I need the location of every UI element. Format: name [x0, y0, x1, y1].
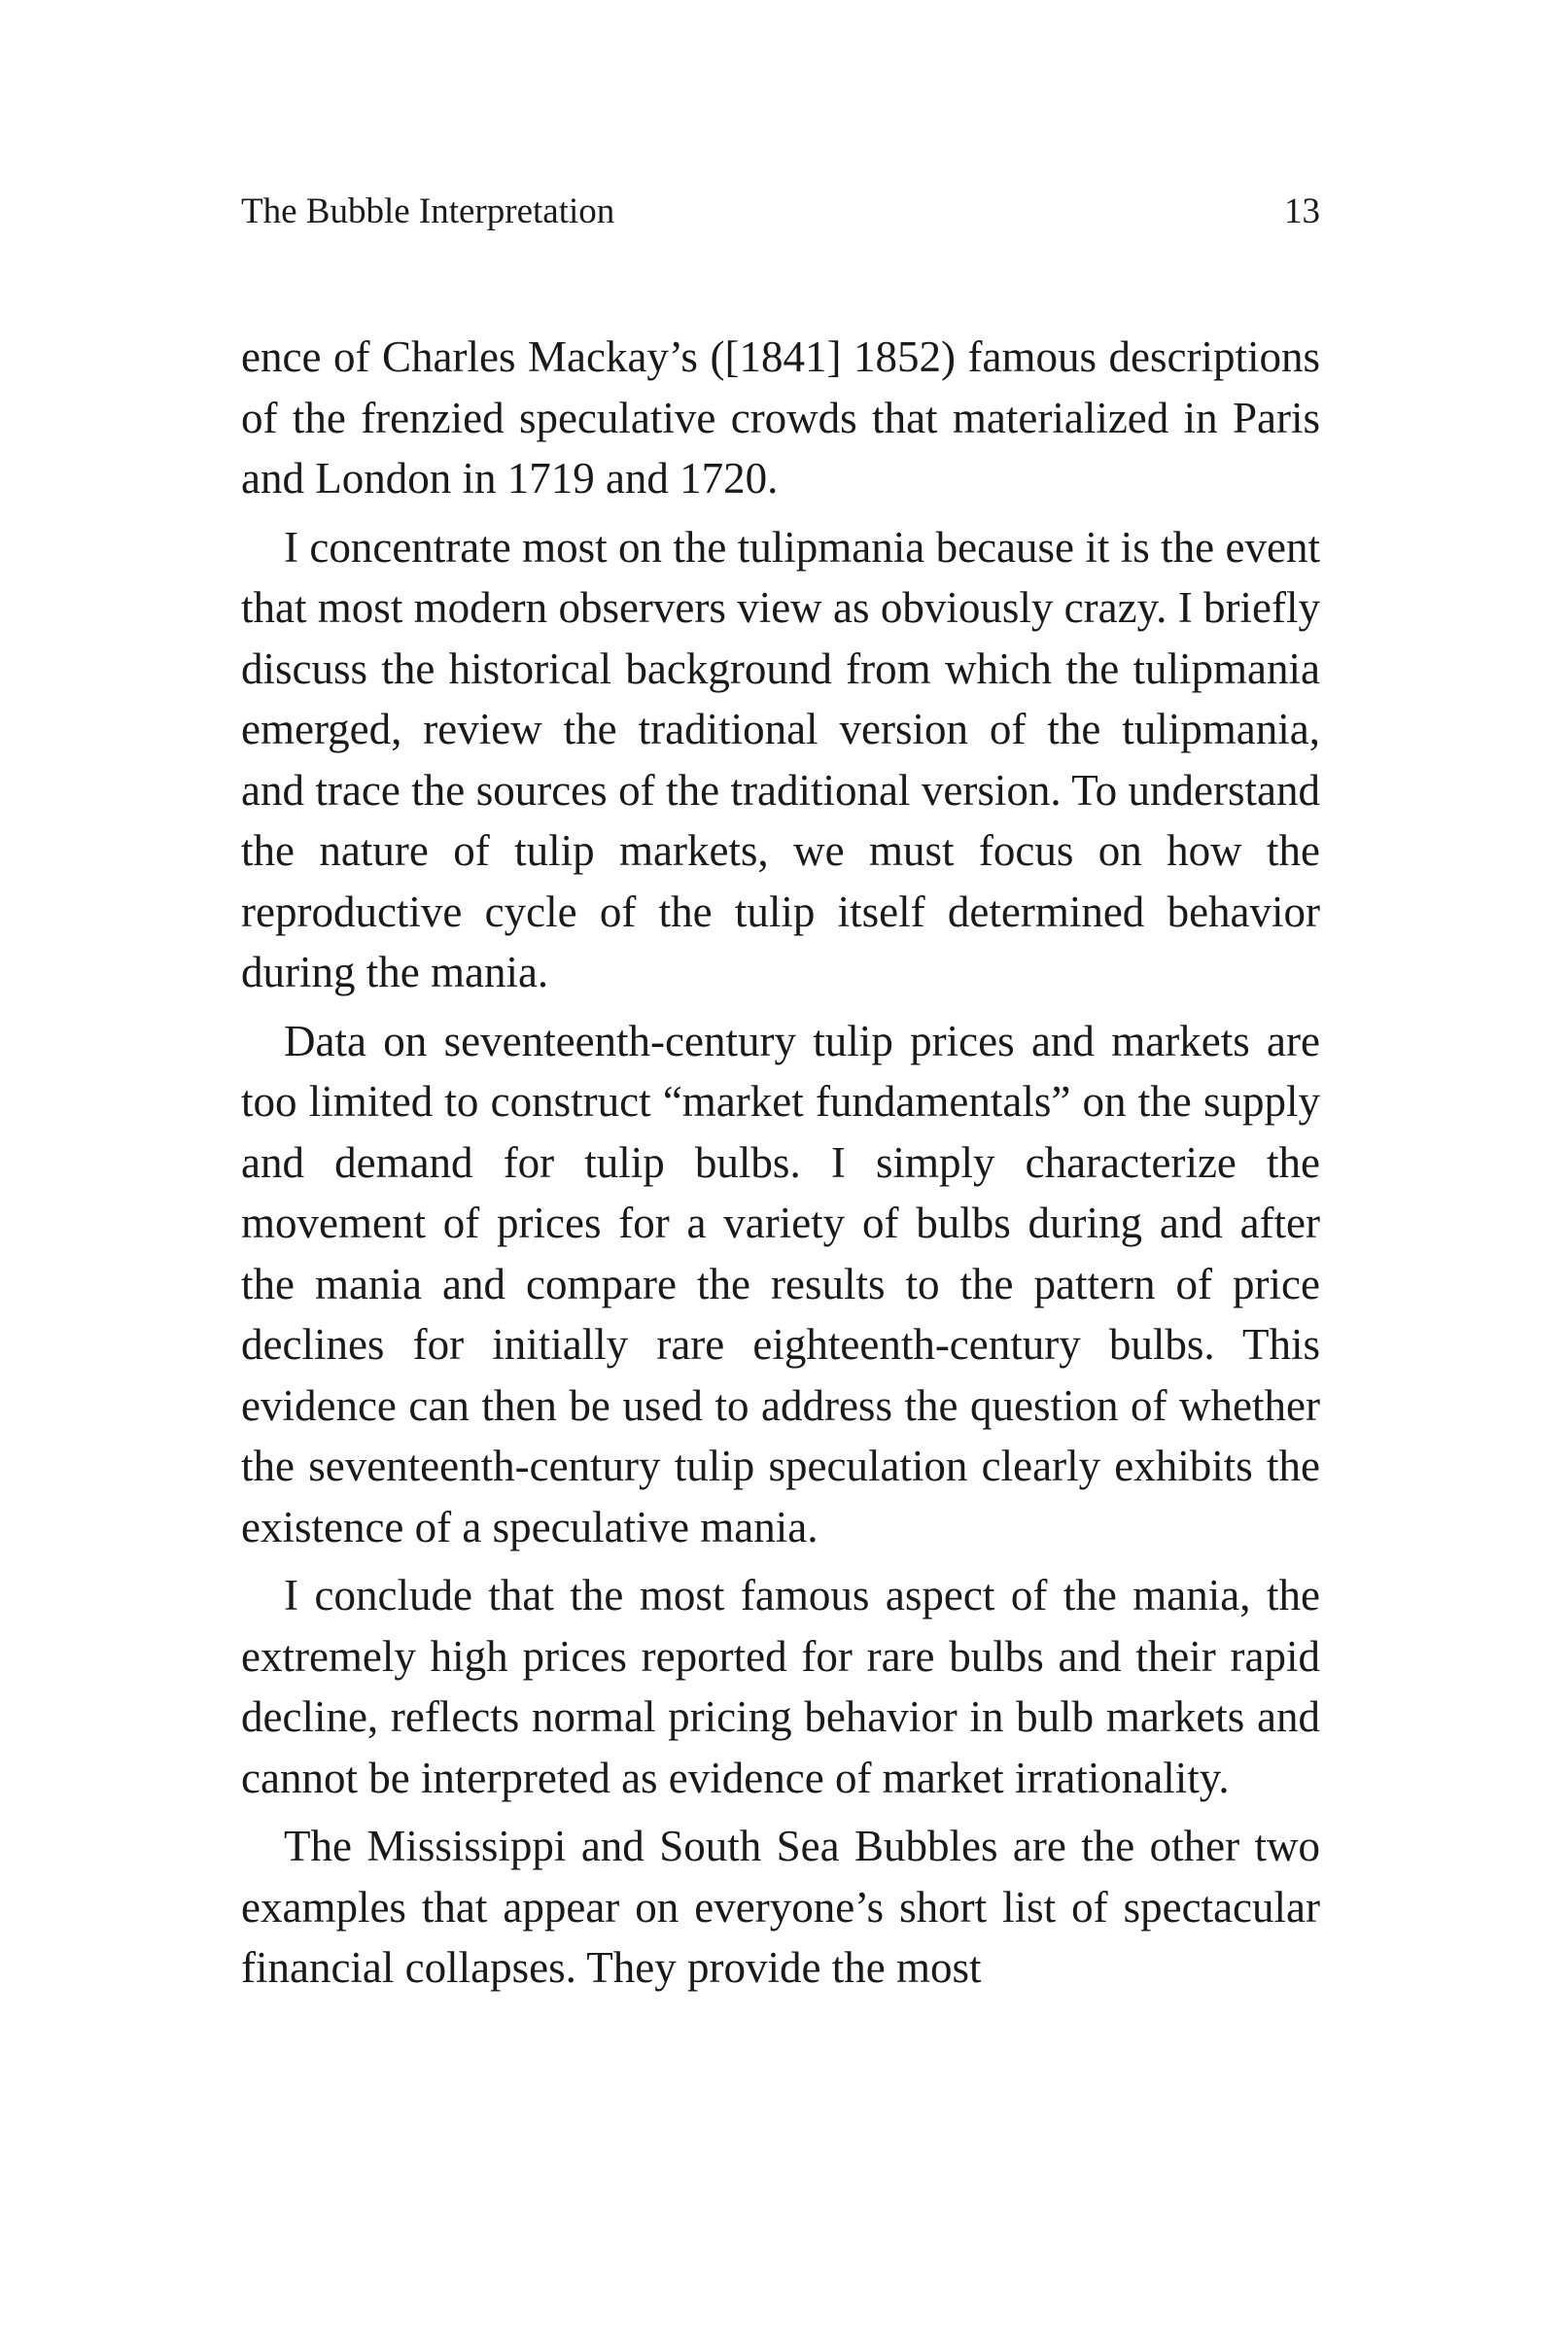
running-head: [241, 183, 1320, 241]
paragraph: The Mississippi and South Sea Bubbles are the other two examples that appear on everyone’s short list of spectacular financial collapses. They provide the most: [241, 1822, 1320, 1992]
body-text: [241, 327, 1320, 2006]
page-number: 13: [1284, 192, 1320, 231]
paragraph: I conclude that the most famous aspect of the mania, the extremely high prices reported for rare bulbs and their rapid decline, reflects normal pricing behavior in bulb markets and cannot be interpreted as evidence of market irrationality.: [241, 1571, 1320, 1802]
running-head-title: The Bubble Interpretation: [241, 192, 615, 231]
paragraph-continuation: ence of Charles Mackay’s ([1841] 1852) famous descriptions of the frenzied speculative crowds that materialized in Paris and London in 1719 and 1720.: [241, 332, 1320, 503]
paragraph: Data on seventeenth-century tulip prices and markets are too limited to construct “market fundamentals” on the supply and demand for tulip bulbs. I simply characterize the movement of prices for a variety of bulbs during and after the mania and compare the results to the pattern of price declines for initially rare eighteenth-century bulbs. This evidence can then be used to address the question of whether the seventeenth-century tulip speculation clearly exhibits the existence of a speculative mania.: [241, 1016, 1320, 1551]
paragraph: I concentrate most on the tulipmania because it is the event that most modern observers view as obviously crazy. I briefly discuss the historical background from which the tulipmania emerged, review the traditional version of the tulipmania, and trace the sources of the traditional version. To understand the nature of tulip markets, we must focus on how the reproductive cycle of the tulip itself determined behavior during the mania.: [241, 522, 1320, 996]
